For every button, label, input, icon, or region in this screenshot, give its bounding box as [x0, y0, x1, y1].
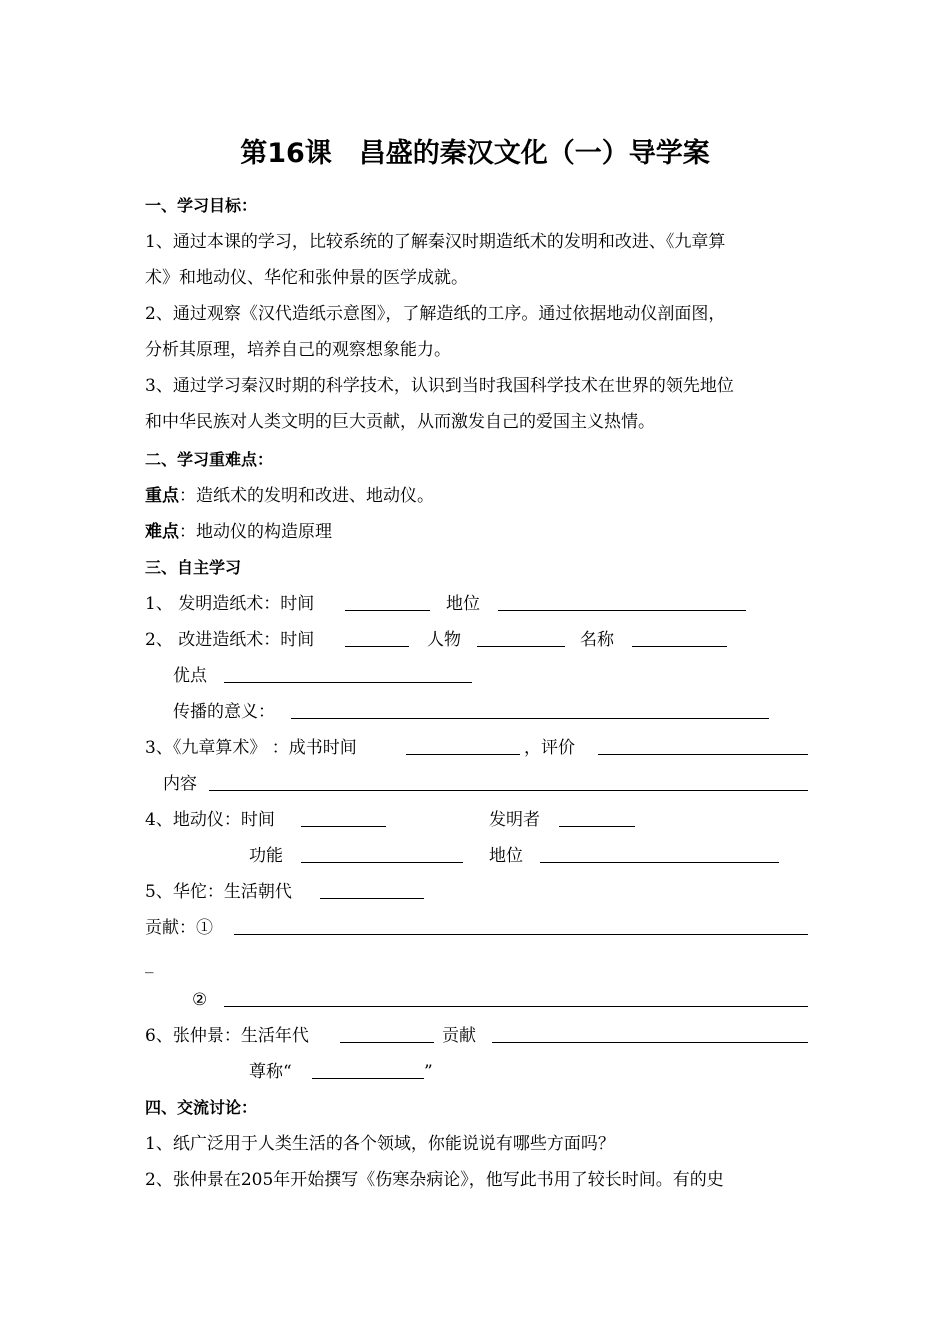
q4-function-label: 功能 — [249, 846, 283, 866]
q3-label: 3、《九章算术》 ：成书时间 — [145, 738, 357, 758]
q4-label: 4、地动仪：时间 — [145, 810, 275, 830]
q6-label: 6、张仲景：生活年代 — [145, 1026, 309, 1046]
q5-contribution-2-blank[interactable] — [224, 988, 808, 1007]
section-heading-key-points: 二、学习重难点： — [145, 450, 274, 469]
objective-2-line-2: 分析其原理，培养自己的观察想象能力。 — [145, 340, 451, 360]
q2-spread-blank[interactable] — [291, 700, 769, 719]
q1-time-blank[interactable] — [345, 592, 430, 611]
section-heading-objectives: 一、学习目标： — [145, 196, 258, 215]
q2-spread-label: 传播的意义： — [173, 702, 275, 722]
q4-time-blank[interactable] — [301, 808, 386, 827]
q5-second-marker: ② — [192, 990, 208, 1010]
q3-evaluation-label: ，评价 — [524, 738, 575, 758]
q5-dynasty-blank[interactable] — [320, 880, 424, 899]
objective-3-line-2: 和中华民族对人类文明的巨大贡献，从而激发自己的爱国主义热情。 — [145, 412, 655, 432]
q5-wrap-dash: _ — [145, 954, 154, 974]
q2-label: 2、 改进造纸术：时间 — [145, 630, 315, 650]
key-point-label: 重点 — [145, 486, 179, 506]
objective-2-line-1: 2、通过观察《汉代造纸示意图》，了解造纸的工序。通过依据地动仪剖面图， — [145, 304, 726, 324]
q6-contribution-blank[interactable] — [492, 1024, 808, 1043]
page-title: 第16课 昌盛的秦汉文化（一）导学案 — [240, 138, 710, 169]
section-heading-discussion: 四、交流讨论： — [145, 1098, 258, 1117]
q5-contribution-label: 贡献：① — [145, 918, 213, 938]
q6-era-blank[interactable] — [340, 1024, 434, 1043]
difficulty-label: 难点 — [145, 522, 179, 542]
key-point-line — [145, 484, 434, 508]
q1-label: 1、 发明造纸术：时间 — [145, 594, 315, 614]
q2-person-label: 人物 — [427, 630, 461, 650]
q3-time-blank[interactable] — [406, 736, 520, 755]
key-point-text: ：造纸术的发明和改进、地动仪。 — [179, 486, 434, 506]
section-heading-self-study: 三、自主学习 — [145, 558, 242, 577]
q5-label: 5、华佗：生活朝代 — [145, 882, 292, 902]
q6-contribution-label: 贡献 — [442, 1026, 476, 1046]
q2-time-blank[interactable] — [345, 628, 409, 647]
q4-inventor-label: 发明者 — [489, 810, 540, 830]
q1-position-blank[interactable] — [498, 592, 746, 611]
q3-content-label: 内容 — [163, 774, 197, 794]
q2-advantage-label: 优点 — [173, 666, 207, 686]
q5-contribution-1-blank[interactable] — [234, 916, 808, 935]
q4-function-blank[interactable] — [301, 844, 463, 863]
q3-content-blank[interactable] — [209, 772, 808, 791]
q6-title-close: ” — [424, 1062, 433, 1082]
objective-1-line-2: 术》和地动仪、华佗和张仲景的医学成就。 — [145, 268, 468, 288]
q4-inventor-blank[interactable] — [559, 808, 635, 827]
q3-evaluation-blank[interactable] — [598, 736, 808, 755]
q2-name-label: 名称 — [580, 630, 614, 650]
q2-name-blank[interactable] — [632, 628, 727, 647]
q4-position-label: 地位 — [489, 846, 523, 866]
q1-position-label: 地位 — [446, 594, 480, 614]
difficulty-line — [145, 520, 332, 544]
q6-title-label: 尊称“ — [249, 1062, 292, 1082]
discussion-1: 1、纸广泛用于人类生活的各个领域，你能说说有哪些方面吗？ — [145, 1134, 615, 1154]
objective-1-line-1: 1、通过本课的学习，比较系统的了解秦汉时期造纸术的发明和改进、《九章算 — [145, 232, 726, 252]
q2-person-blank[interactable] — [477, 628, 565, 647]
q6-title-blank[interactable] — [312, 1060, 424, 1079]
difficulty-text: ：地动仪的构造原理 — [179, 522, 332, 542]
discussion-2: 2、张仲景在205年开始撰写《伤寒杂病论》，他写此书用了较长时间。有的史 — [145, 1170, 724, 1190]
q4-position-blank[interactable] — [540, 844, 779, 863]
objective-3-line-1: 3、通过学习秦汉时期的科学技术，认识到当时我国科学技术在世界的领先地位 — [145, 376, 734, 396]
q2-advantage-blank[interactable] — [224, 664, 472, 683]
